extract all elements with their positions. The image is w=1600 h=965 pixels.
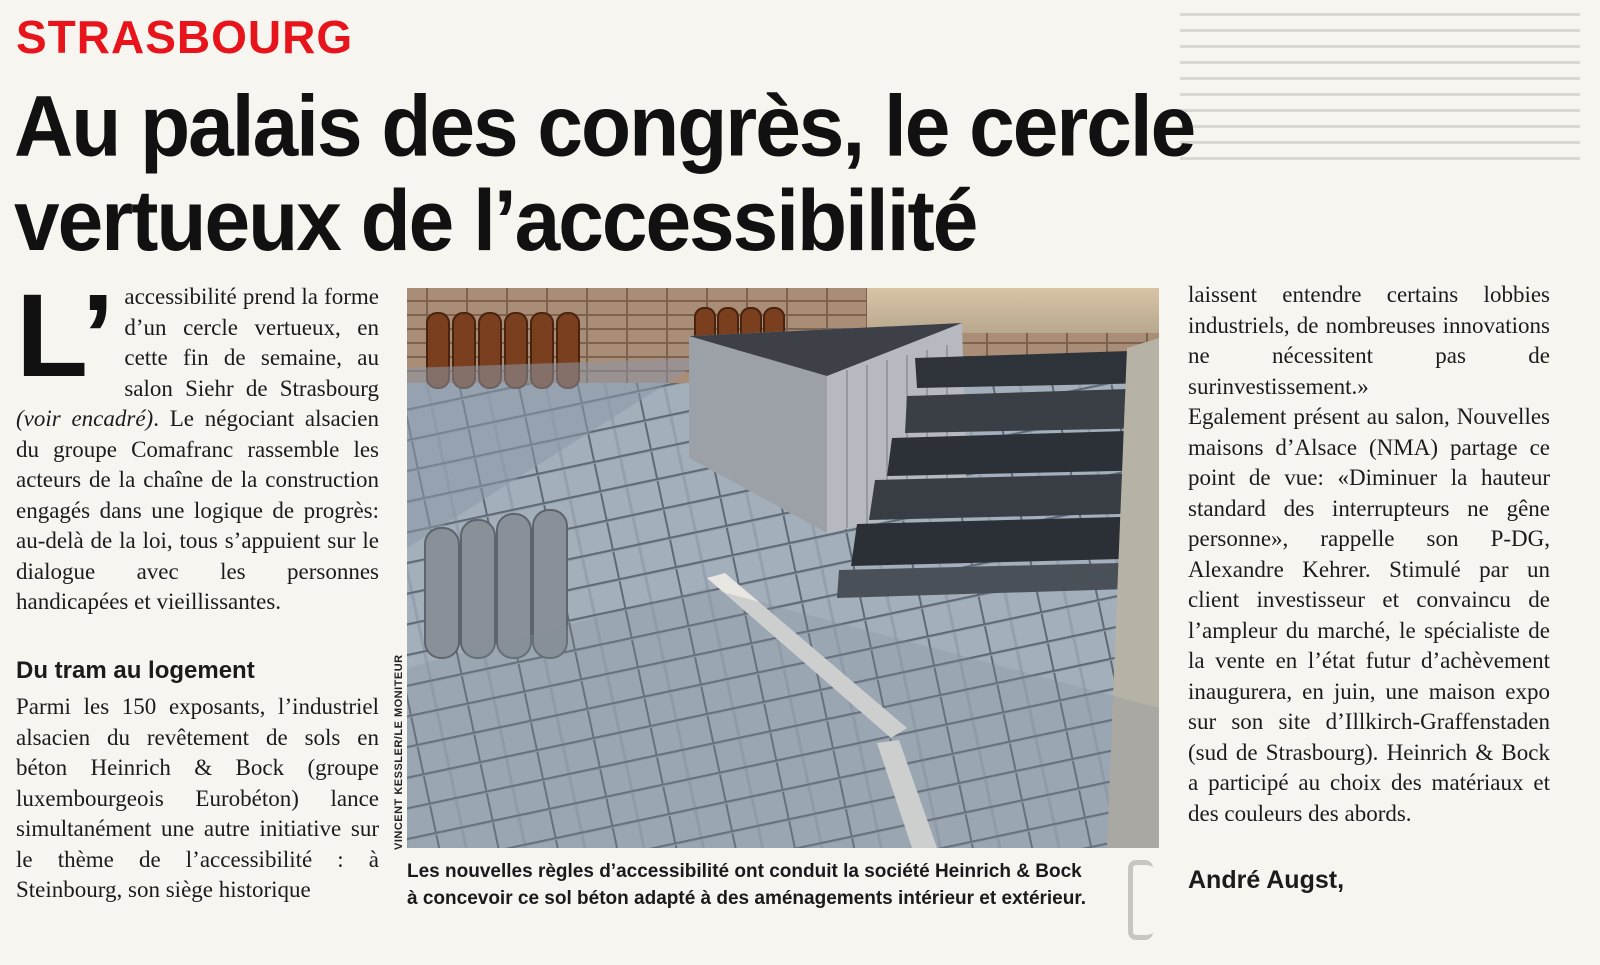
headline-line-2: vertueux de l’accessibilité (14, 173, 977, 269)
article-headline (14, 80, 1304, 269)
section-kicker: STRASBOURG (16, 11, 354, 63)
author-signature: André Augst, (1188, 866, 1345, 894)
right-paragraph-1: laissent entendre certains lobbies industriels, de nombreuses innovations ne nécessitent pas de surinvestissement.» (1188, 282, 1550, 399)
drop-cap: L’ (16, 270, 115, 402)
article-photo (407, 288, 1159, 848)
lead-text: accessibilité prend la forme d’un cercle vertueux, en cette fin de semaine, au salon Siehr de Strasbourg (124, 284, 379, 401)
lead-italic-ref: (voir encadré) (16, 406, 154, 431)
right-paragraph-2: Egalement présent au salon, Nouvelles maisons d’Alsace (NMA) partage ce point de vue: «Diminuer la hauteur standard des interrupteurs ne gêne personne», rappelle son P-DG, Alexandre Kehrer. Stimulé par un client investisseur et convaincu de l’ampleur du marché, le spécialiste de la vente en l’état futur d’achèvement inaugurera, en juin, une maison expo sur son site d’Illkirch-Graffenstaden (sud de Strasbourg). Heinrich & Bock a participé au choix des matériaux et des couleurs des abords. (1188, 404, 1550, 826)
subheading: Du tram au logement (16, 656, 255, 684)
caption-line-2: à concevoir ce sol béton adapté à des aménagements intérieur et extérieur. (407, 888, 1086, 909)
right-column (1188, 280, 1550, 896)
photo-credit: VINCENT KESSLER/LE MONITEUR (393, 654, 405, 850)
headline-line-1: Au palais des congrès, le cercle (14, 78, 1195, 175)
paving-photo-illustration (407, 288, 1159, 848)
photo-caption (407, 858, 1167, 912)
decorative-edge-mark (1128, 860, 1153, 940)
lead-text-cont: . Le négociant alsacien du groupe Comafranc rassemble les acteurs de la chaîne de la construction engagés dans une logique de progrès: au-delà de la loi, tous s’appuient sur le dialogue avec les personnes handicapées et vieillissantes. (16, 406, 379, 614)
second-paragraph: Parmi les 150 exposants, l’industriel alsacien du revêtement de sols en béton Heinrich & Bock (groupe luxembourgeois Eurobéton) lance simultanément une autre initiative sur le thème de l’accessibilité : à Steinbourg, son siège historique (16, 694, 379, 902)
left-column (16, 270, 379, 906)
caption-line-1: Les nouvelles règles d’accessibilité ont conduit la société Heinrich & Bock (407, 861, 1082, 882)
